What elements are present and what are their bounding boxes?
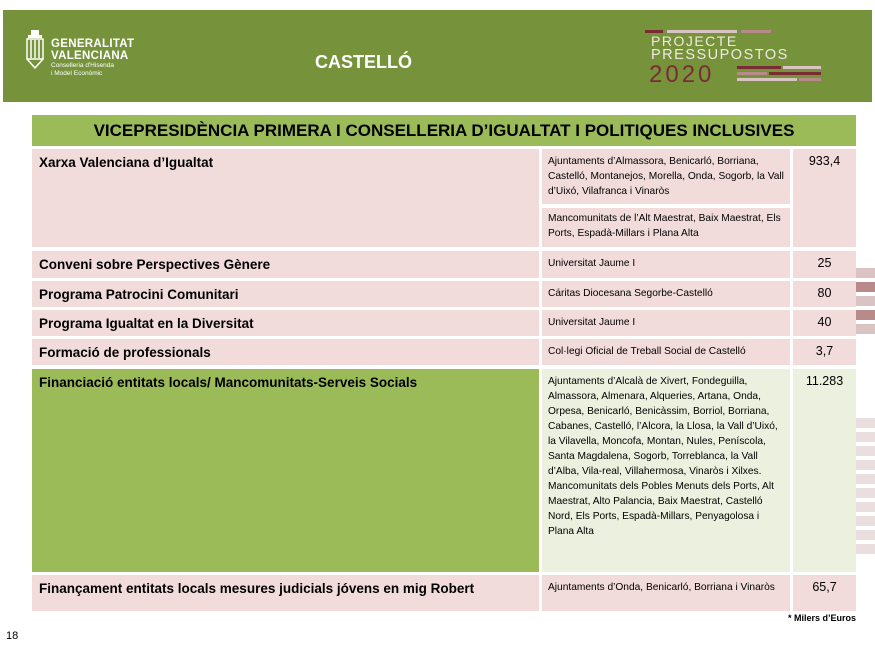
decorative-bars [856,268,875,608]
department-title: VICEPRESIDÈNCIA PRIMERA I CONSELLERIA D’IGUALTAT I POLITIQUES INCLUSIVES [32,115,856,146]
beneficiary-entities: Ajuntaments d’Almassora, Benicarló, Borriana, Castelló, Montanejos, Morella, Onda, Sogorb, la Vall d’Uixó, Vilafranca i Vinaròs [548,156,784,197]
beneficiary-entities: Ajuntaments d’Alcalà de Xivert, Fondeguilla, Almassora, Almenara, Alqueries, Artana, Onda, Orpesa, Benicarló, Benicàssim, Borriol, Borriana, Cabanes, Castelló, l’Alcora, la Llosa, la Vall d’Uixó, la Vilavella, Moncofa, Montan, Nules, Peníscola, Santa Magdalena, Sogorb, Torreblanca, la Vall d’Alba, Vila-real, Villahermosa, Vinaròs i Xilxes. Mancomunitats dels Pobles Menuts dels Ports, Alt Maestrat, Alto Palancia, Baix Maestrat, Castelló Nord, Els Ports, Espadà-Millars, Penyagolosa i Plana Alta [548,376,778,537]
table-row [32,149,856,247]
table-row [32,339,856,365]
program-name: Financiació entitats locals/ Mancomunitats-Serveis Socials [39,375,418,390]
badge-line-1: PROJECTE [651,33,738,49]
table-row [32,281,856,307]
page-number: 18 [6,630,19,642]
table-row [32,575,856,611]
program-name: Programa Igualtat en la Diversitat [39,316,254,331]
amount: 11.283 [805,374,844,388]
generalitat-emblem-icon [25,30,45,70]
beneficiary-entities: Col·legi Oficial de Treball Social de Castelló [548,346,746,357]
header-banner [3,10,872,102]
logo-subtitle-2: i Model Econòmic [51,69,103,77]
logo-line-1: GENERALITAT [51,38,135,50]
currency-footnote: * Milers d’Euros [787,613,856,623]
amount: 80 [817,286,832,300]
amount: 933,4 [808,154,841,168]
beneficiary-entities-2: Mancomunitats de l’Alt Maestrat, Baix Maestrat, Els Ports, Espadà-Millars i Plana Alta [548,213,781,239]
program-name: Conveni sobre Perspectives Gènere [39,257,271,272]
program-name: Programa Patrocini Comunitari [39,287,239,302]
amount: 3,7 [815,344,834,358]
beneficiary-entities: Universitat Jaume I [548,317,636,328]
beneficiary-entities: Cáritas Diocesana Segorbe-Castelló [548,288,713,299]
table-row [32,251,856,278]
badge-year: 2020 [649,61,715,88]
table-row [32,310,856,336]
logo-subtitle-1: Conselleria d'Hisenda [51,62,115,69]
beneficiary-entities: Ajuntaments d’Onda, Benicarló, Borriana i Vinaròs [548,582,775,593]
amount: 40 [817,315,832,329]
program-name: Formació de professionals [39,345,211,360]
badge-line-2: PRESSUPOSTOS [651,47,789,63]
beneficiary-entities: Universitat Jaume I [548,258,636,269]
table-row [32,369,856,572]
amount: 65,7 [812,580,837,594]
program-name: Finançament entitats locals mesures judicials jóvens en mig Robert [39,581,475,596]
program-name: Xarxa Valenciana d’Igualtat [39,155,214,170]
city-title: CASTELLÓ [315,52,412,72]
generalitat-logo [25,28,145,88]
amount: 25 [817,256,832,270]
budget-badge [645,34,825,94]
logo-line-2: VALENCIANA [51,50,129,62]
